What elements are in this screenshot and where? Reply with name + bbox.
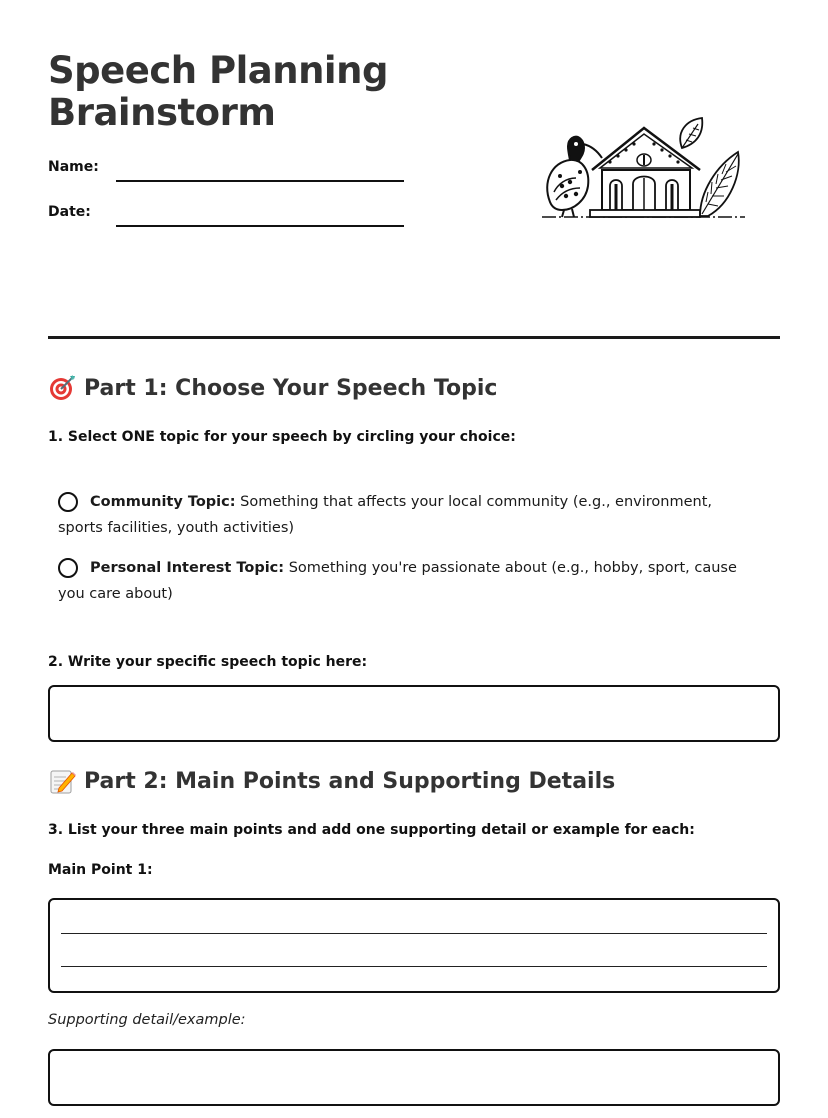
name-field[interactable] (116, 180, 404, 182)
part1-heading (48, 374, 497, 402)
date-field[interactable] (116, 225, 404, 227)
supporting-detail-label: Supporting detail/example: (48, 1012, 246, 1028)
part2-heading (48, 767, 615, 795)
question-3: 3. List your three main points and add one supporting detail or example for each: (48, 822, 695, 838)
option-title: Community Topic: (90, 494, 236, 510)
writing-line (61, 966, 767, 967)
question-1: 1. Select ONE topic for your speech by circling your choice: (48, 429, 516, 445)
option-title: Personal Interest Topic: (90, 560, 285, 576)
page-title (48, 50, 428, 134)
main-point-1-label: Main Point 1: (48, 862, 153, 878)
option-personal-interest-topic[interactable] (58, 555, 758, 607)
writing-line (61, 933, 767, 934)
section-divider (48, 336, 780, 339)
supporting-detail-input[interactable] (48, 1049, 780, 1106)
name-label: Name: (48, 159, 99, 175)
target-icon (48, 374, 76, 402)
part2-heading-text: Part 2: Main Points and Supporting Details (84, 768, 616, 794)
radio-circle[interactable] (58, 558, 78, 578)
bird-house-illustration (540, 112, 748, 224)
title-line-2: Brainstorm (48, 91, 276, 134)
option-community-topic[interactable] (58, 489, 758, 541)
speech-topic-input[interactable] (48, 685, 780, 742)
date-label: Date: (48, 204, 91, 220)
radio-circle[interactable] (58, 492, 78, 512)
main-point-1-input[interactable] (48, 898, 780, 993)
part1-heading-text: Part 1: Choose Your Speech Topic (84, 375, 498, 401)
memo-icon (48, 767, 76, 795)
option-description: Something you're passionate about (e.g., hobby, sport, cause you care about) (58, 560, 737, 602)
question-2: 2. Write your specific speech topic here: (48, 654, 368, 670)
bird-icon (547, 137, 602, 217)
title-line-1: Speech Planning (48, 49, 388, 92)
option-description: Something that affects your local community (e.g., environment, sports facilities, youth activities) (58, 494, 713, 536)
